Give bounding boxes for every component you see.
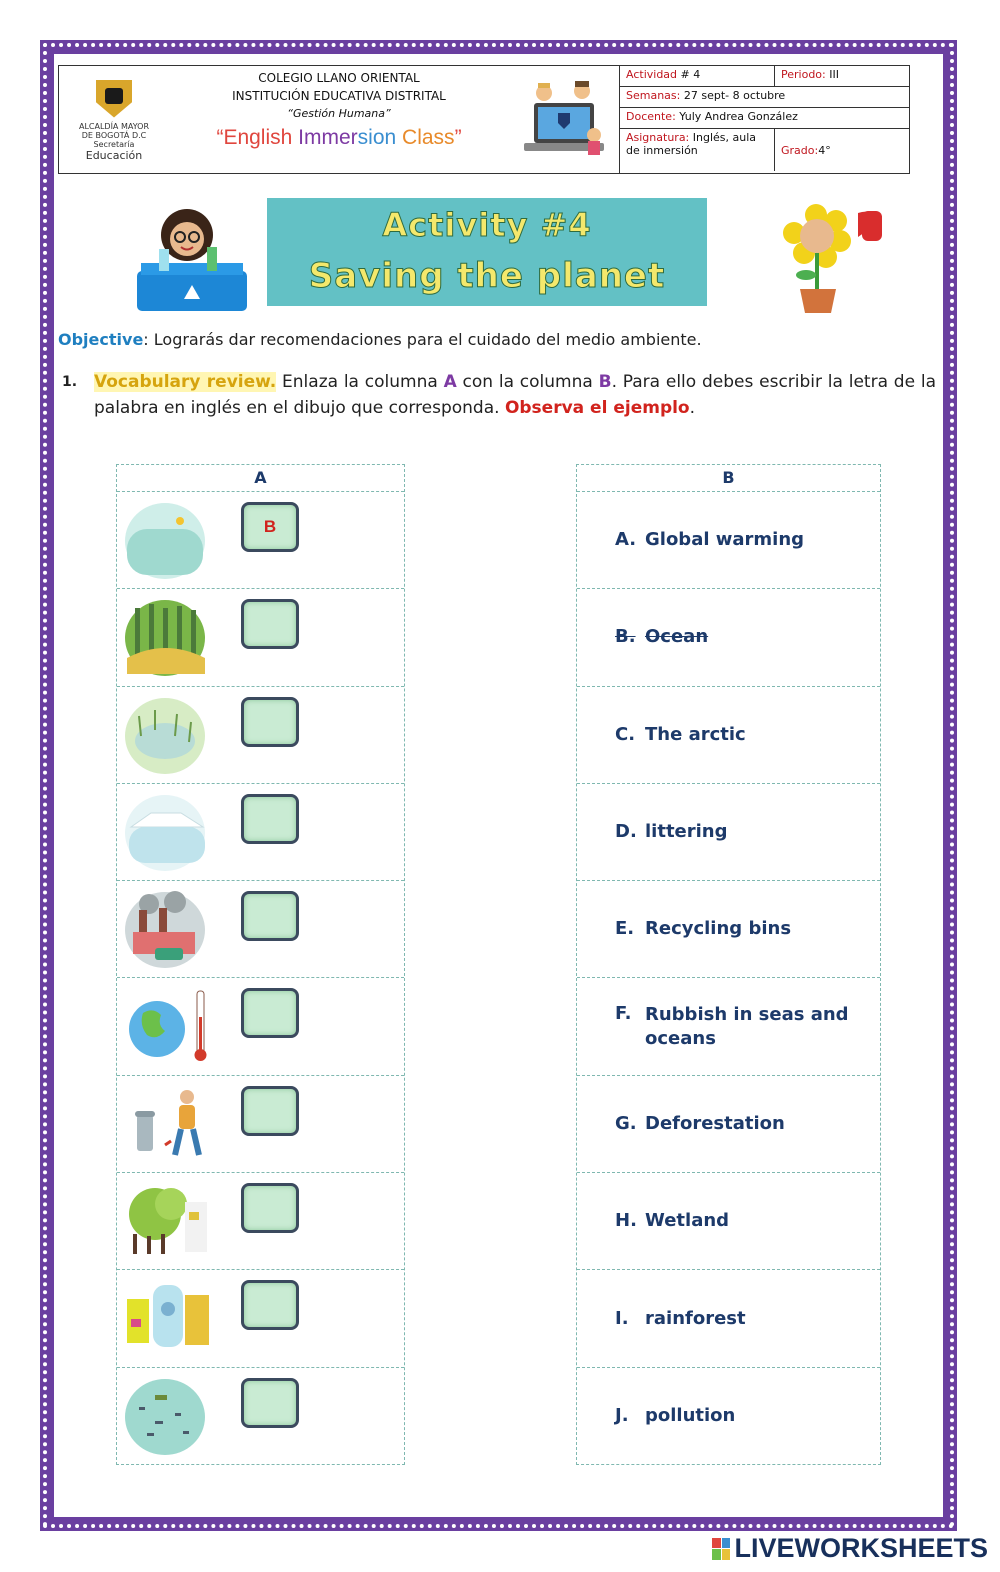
- column-a-row: [117, 881, 404, 978]
- instruction-part-1: Enlaza la columna: [276, 372, 444, 392]
- objective-line: [58, 330, 702, 349]
- actividad-value: # 4: [677, 68, 701, 81]
- column-a-row: [117, 1076, 404, 1173]
- item-text: Global warming: [645, 529, 805, 551]
- column-a-row: [117, 687, 404, 784]
- column-a-row: [117, 784, 404, 881]
- actividad-cell: [620, 66, 775, 87]
- logo-line-2: DE BOGOTÁ D.C: [81, 130, 147, 140]
- answer-box[interactable]: [241, 599, 299, 649]
- arctic-icon: [125, 793, 210, 871]
- item-letter: D.: [615, 821, 637, 843]
- ocean-icon: [125, 501, 210, 579]
- recycling-bins-icon: [125, 1279, 210, 1357]
- item-letter: C.: [615, 723, 636, 745]
- column-b-item: [577, 1270, 880, 1367]
- earth-thermometer-icon: [125, 987, 210, 1065]
- logo-line-4: Educación: [85, 148, 143, 162]
- column-b-item: [577, 784, 880, 881]
- asignatura-value: Inglés, aula de inmersión: [626, 131, 757, 157]
- item-text: Recycling bins: [645, 918, 792, 940]
- observe-example-label: Observa el ejemplo: [504, 398, 690, 418]
- semanas-label: Semanas:: [626, 89, 681, 102]
- column-a: [116, 464, 405, 1465]
- littering-person-icon: [125, 1085, 210, 1163]
- docente-cell: [620, 108, 909, 129]
- column-b-item: [577, 1368, 880, 1464]
- instruction-col-a: A: [443, 372, 457, 392]
- class-title-w3: sion: [357, 126, 397, 149]
- coat-of-arms-icon: [96, 80, 132, 118]
- item-text: littering: [645, 821, 728, 843]
- liveworksheets-footer[interactable]: [712, 1533, 988, 1564]
- flower-watering-can-icon: [778, 203, 888, 315]
- column-a-row: [117, 1368, 404, 1464]
- teacher-recycling-icon: [137, 205, 255, 313]
- liveworksheets-brand: LIVEWORKSHEETS: [734, 1533, 988, 1563]
- item-text: The arctic: [645, 723, 746, 745]
- bogota-logo: [59, 66, 169, 173]
- item-text: pollution: [645, 1404, 736, 1426]
- answer-box[interactable]: [241, 1183, 299, 1233]
- class-title-w2: Immer: [298, 126, 358, 149]
- asignatura-label: Asignatura:: [626, 131, 690, 144]
- column-b-item: [577, 687, 880, 784]
- periodo-cell: [775, 66, 909, 87]
- column-b-item: [577, 1173, 880, 1270]
- answer-box[interactable]: [241, 891, 299, 941]
- item-letter: J.: [615, 1404, 629, 1426]
- class-info-table: [619, 66, 909, 173]
- item-letter: F.: [615, 1003, 632, 1025]
- objective-label: Objective: [58, 330, 144, 349]
- answer-box[interactable]: [241, 1378, 299, 1428]
- school-motto: “Gestión Humana”: [287, 107, 391, 120]
- periodo-label: Periodo:: [781, 68, 826, 81]
- periodo-value: III: [825, 68, 839, 81]
- asignatura-cell: [620, 129, 775, 171]
- banner-title: Activity #4: [382, 206, 592, 244]
- column-a-row: [117, 589, 404, 686]
- actividad-label: Actividad: [626, 68, 678, 81]
- answer-box[interactable]: [241, 1086, 299, 1136]
- factory-pollution-icon: [125, 890, 210, 968]
- item-letter: I.: [615, 1307, 629, 1329]
- activity-banner: [267, 198, 707, 306]
- instruction-text: [94, 369, 936, 421]
- answer-box[interactable]: [241, 697, 299, 747]
- wetland-icon: [125, 696, 210, 774]
- docente-label: Docente:: [626, 110, 676, 123]
- class-title-open-quote: “: [216, 126, 224, 149]
- item-text: Deforestation: [645, 1112, 785, 1134]
- objective-text: : Lograrás dar recomendaciones para el cuidado del medio ambiente.: [143, 330, 702, 349]
- logo-line-1: ALCALDÍA MAYOR: [78, 121, 150, 131]
- column-a-row: [117, 1270, 404, 1367]
- column-a-row: [117, 492, 404, 589]
- answer-box[interactable]: [241, 794, 299, 844]
- school-type: INSTITUCIÓN EDUCATIVA DISTRITAL: [232, 89, 446, 103]
- column-b-item: [577, 492, 880, 589]
- item-letter: G.: [615, 1112, 637, 1134]
- item-text: rainforest: [645, 1307, 746, 1329]
- item-text: Rubbish in seas and oceans: [645, 1003, 849, 1049]
- instruction-part-3: . Para ello debes escribir la letra de la palabra en inglés en el dibujo que corresponda.: [94, 372, 936, 418]
- column-b-header: B: [577, 465, 880, 492]
- column-b-item: [577, 589, 880, 686]
- class-title: [169, 123, 509, 153]
- school-name: COLEGIO LLANO ORIENTAL: [258, 71, 420, 85]
- class-title-w4: Class: [402, 126, 455, 149]
- instruction-number: 1.: [62, 374, 78, 390]
- school-info: [169, 66, 509, 173]
- class-title-close-quote: ”: [454, 126, 462, 149]
- column-a-header: A: [117, 465, 404, 492]
- vocab-review-label: Vocabulary review.: [94, 372, 277, 392]
- item-letter: H.: [615, 1210, 637, 1232]
- logo-line-3: Secretaría: [93, 139, 135, 149]
- grado-value: 4°: [818, 143, 831, 157]
- instruction-col-b: B: [598, 372, 612, 392]
- answer-box[interactable]: [241, 1280, 299, 1330]
- instruction-block: [62, 369, 936, 421]
- school-header: [58, 65, 910, 174]
- column-b-item: [577, 978, 880, 1075]
- answer-box[interactable]: [241, 988, 299, 1038]
- column-b: [576, 464, 881, 1465]
- column-b-item: [577, 881, 880, 978]
- item-letter: B.: [615, 626, 636, 648]
- grado-cell: [775, 129, 909, 171]
- column-b-item: [577, 1076, 880, 1173]
- deforestation-icon: [125, 1182, 210, 1260]
- banner-subtitle: Saving the planet: [308, 256, 666, 296]
- liveworksheets-logo-icon: [712, 1538, 730, 1560]
- column-a-row: [117, 1173, 404, 1270]
- column-a-row: [117, 978, 404, 1075]
- item-text: Wetland: [645, 1210, 730, 1232]
- answer-box[interactable]: B: [241, 502, 299, 552]
- instruction-part-4: .: [689, 398, 696, 418]
- item-letter: E.: [615, 918, 635, 940]
- forest-icon: [125, 598, 210, 676]
- instruction-part-2: con la columna: [456, 372, 599, 392]
- grado-label: Grado:: [781, 143, 819, 157]
- semanas-cell: [620, 87, 909, 108]
- laptop-kids-icon: [509, 66, 619, 173]
- item-text: Ocean: [645, 626, 709, 648]
- class-title-w1: English: [223, 126, 293, 149]
- docente-value: Yuly Andrea González: [675, 110, 798, 123]
- sea-rubbish-icon: [125, 1377, 210, 1455]
- item-letter: A.: [615, 529, 637, 551]
- semanas-value: 27 sept- 8 octubre: [680, 89, 786, 102]
